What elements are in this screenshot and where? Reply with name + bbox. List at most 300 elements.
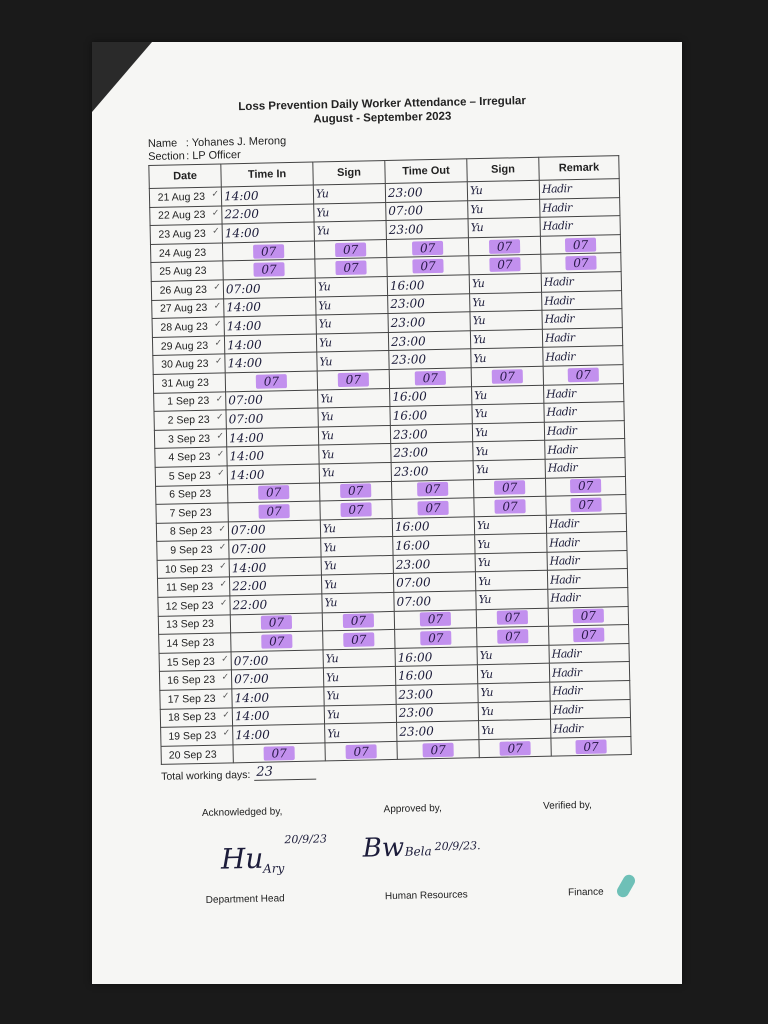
time-in-cell: [223, 259, 315, 280]
time-in-cell: [229, 575, 321, 596]
sign-out-cell: [473, 478, 545, 498]
signature-area: [162, 816, 633, 896]
handwritten-time: 14:00: [234, 708, 270, 724]
day-off-highlight: 07: [335, 261, 367, 276]
verified-label: Verified by,: [542, 800, 592, 813]
time-in-cell: [230, 594, 322, 615]
remark-cell: [545, 439, 625, 459]
handwritten-signature: Yu: [474, 388, 487, 403]
handwritten-time: 23:00: [392, 426, 428, 442]
time-in-cell: [224, 315, 316, 336]
date-cell: [158, 596, 230, 616]
day-off-highlight: 07: [343, 632, 375, 647]
time-in-cell: [228, 501, 320, 522]
handwritten-signature: Yu: [474, 407, 488, 421]
sign-in-cell: [318, 388, 390, 408]
day-off-highlight: 07: [343, 614, 375, 629]
handwritten-time: 14:00: [234, 690, 270, 706]
finance-role: Finance: [567, 887, 604, 899]
handwritten-signature: Yu: [316, 224, 330, 238]
date-text: 22 Aug 23: [157, 209, 206, 223]
time-out-cell: [388, 312, 470, 332]
section-value: : LP Officer: [186, 148, 241, 162]
time-out-cell: [390, 386, 472, 406]
handwritten-signature: Yu: [475, 463, 489, 477]
sign-out-cell: [468, 236, 540, 256]
day-off-highlight: 07: [415, 371, 447, 386]
handwritten-signature: Yu: [472, 295, 485, 310]
time-in-cell: [222, 204, 314, 225]
date-cell: [151, 261, 223, 281]
time-out-cell: [392, 498, 474, 518]
date-text: 17 Sep 23: [167, 692, 216, 706]
remark-cell: [539, 179, 619, 199]
time-out-cell: [386, 200, 468, 220]
handwritten-signature: Hadir: [552, 702, 583, 717]
remark-cell: [547, 550, 627, 570]
handwritten-signature: Hadir: [546, 424, 577, 438]
handwritten-time: 14:00: [224, 225, 260, 241]
handwritten-signature: Yu: [326, 689, 340, 703]
sign-out-cell: [478, 701, 550, 721]
sign-in-cell: [315, 258, 387, 278]
total-value: 23: [254, 764, 316, 781]
checkmark-icon: ✓: [214, 337, 223, 348]
day-off-highlight: 07: [420, 631, 452, 646]
handwritten-signature: Yu: [472, 314, 486, 328]
time-out-cell: [391, 461, 473, 481]
sign-in-cell: [320, 500, 392, 520]
handwritten-time: 16:00: [392, 408, 428, 423]
date-cell: [159, 670, 231, 690]
time-out-cell: [391, 479, 473, 499]
handwritten-time: 23:00: [395, 556, 431, 572]
date-text: 30 Aug 23: [161, 357, 209, 371]
handwritten-time: 14:00: [229, 467, 265, 483]
date-cell: [150, 206, 222, 226]
day-off-highlight: 07: [338, 372, 370, 387]
sign-out-cell: [468, 199, 540, 219]
handwritten-signature: Yu: [317, 280, 331, 294]
sign-in-cell: [319, 444, 391, 464]
handwritten-signature: Yu: [321, 466, 335, 480]
sign-out-cell: [471, 366, 543, 386]
handwritten-time: 23:00: [393, 445, 429, 461]
sign-in-cell: [321, 537, 393, 557]
checkmark-icon: ✓: [219, 560, 227, 571]
date-cell: [154, 391, 226, 411]
sign-out-cell: [471, 348, 543, 368]
handwritten-signature: Hadir: [547, 442, 577, 457]
sign-in-cell: [320, 518, 392, 538]
date-text: 19 Sep 23: [168, 729, 217, 743]
time-in-cell: [233, 724, 325, 745]
handwritten-time: 07:00: [231, 541, 267, 557]
handwritten-time: 23:00: [390, 333, 426, 349]
handwritten-signature: Yu: [318, 299, 331, 313]
handwritten-signature: Hadir: [543, 275, 574, 289]
handwritten-time: 16:00: [394, 519, 430, 535]
handwritten-time: 23:00: [390, 315, 426, 330]
day-off-highlight: 07: [565, 237, 597, 252]
date-cell: [159, 652, 231, 672]
checkmark-icon: ✓: [211, 188, 220, 199]
time-in-cell: [232, 706, 324, 727]
checkmark-icon: ✓: [214, 318, 222, 329]
day-off-highlight: 07: [412, 240, 444, 255]
remark-cell: [543, 365, 623, 385]
day-off-highlight: 07: [565, 256, 597, 271]
remark-cell: [545, 476, 625, 496]
time-in-cell: [229, 538, 321, 559]
folded-corner: [92, 42, 152, 112]
time-in-cell: [224, 297, 316, 318]
name-label: Name: [147, 137, 178, 150]
header-sign-in: Sign: [313, 161, 385, 186]
date-text: 24 Aug 23: [158, 246, 207, 260]
name-value: : Yohanes J. Merong: [185, 135, 287, 150]
checkmark-icon: ✓: [213, 281, 221, 292]
handwritten-signature: Hadir: [545, 349, 576, 364]
handwritten-signature: Yu: [476, 518, 490, 533]
handwritten-signature: Hadir: [544, 331, 575, 345]
handwritten-signature: Yu: [470, 221, 484, 235]
date-cell: [157, 559, 229, 579]
handwritten-time: 14:00: [229, 448, 265, 464]
date-text: 3 Sep 23: [167, 432, 211, 446]
remark-cell: [541, 253, 621, 273]
handwritten-signature: Yu: [481, 723, 494, 737]
header-date: Date: [149, 164, 221, 189]
day-off-highlight: 07: [417, 482, 449, 497]
handwritten-time: 23:00: [398, 686, 434, 702]
handwritten-signature: Yu: [324, 577, 337, 592]
day-off-highlight: 07: [573, 609, 605, 624]
checkmark-icon: ✓: [218, 541, 227, 552]
day-off-highlight: 07: [573, 628, 605, 643]
time-in-cell: [230, 613, 322, 634]
time-out-cell: [391, 442, 473, 462]
handwritten-time: 23:00: [390, 296, 426, 312]
header-time-out: Time Out: [385, 159, 467, 184]
checkmark-icon: ✓: [213, 300, 222, 311]
time-in-cell: [224, 334, 316, 355]
sign-in-cell: [323, 630, 395, 650]
handwritten-signature: Yu: [323, 540, 336, 554]
handwritten-time: 22:00: [232, 578, 267, 594]
remark-cell: [549, 625, 629, 645]
time-out-cell: [393, 554, 475, 574]
total-label: Total working days:: [161, 769, 251, 784]
handwritten-signature: Yu: [325, 652, 339, 666]
date-cell: [150, 224, 222, 244]
handwritten-signature: Yu: [318, 317, 332, 331]
time-out-cell: [390, 423, 472, 443]
remark-cell: [551, 736, 631, 756]
date-text: 12 Sep 23: [165, 599, 214, 613]
date-text: 1 Sep 23: [167, 395, 210, 408]
handwritten-signature: Hadir: [546, 405, 577, 420]
handwritten-signature: Yu: [479, 667, 493, 681]
time-in-cell: [231, 668, 323, 689]
date-text: 20 Sep 23: [168, 748, 217, 762]
handwritten-time: 07:00: [395, 575, 431, 591]
remark-cell: [549, 643, 629, 663]
remark-cell: [540, 216, 620, 236]
day-off-highlight: 07: [420, 612, 452, 627]
handwritten-signature: Hadir: [546, 386, 576, 401]
remark-cell: [551, 718, 631, 738]
remark-cell: [547, 532, 627, 552]
date-text: 5 Sep 23: [168, 469, 211, 483]
handwritten-signature: Hadir: [544, 312, 575, 327]
day-off-highlight: 07: [489, 257, 521, 272]
date-text: 4 Sep 23: [168, 450, 211, 464]
date-cell: [157, 540, 229, 560]
checkmark-icon: ✓: [217, 467, 225, 478]
checkmark-icon: ✓: [221, 690, 230, 701]
handwritten-time: 14:00: [231, 560, 267, 575]
sign-out-cell: [468, 217, 540, 237]
remark-cell: [548, 606, 628, 626]
date-cell: [158, 615, 230, 635]
time-out-cell: [387, 275, 469, 295]
sign-in-cell: [314, 221, 386, 241]
day-off-highlight: 07: [570, 497, 602, 512]
remark-cell: [541, 272, 621, 292]
handwritten-signature: Yu: [318, 336, 332, 350]
remark-cell: [542, 327, 622, 347]
handwritten-signature: Hadir: [542, 201, 572, 215]
time-out-cell: [397, 740, 479, 760]
date-cell: [149, 187, 221, 207]
time-out-cell: [396, 684, 478, 704]
time-in-cell: [229, 557, 321, 578]
handwritten-signature: Hadir: [548, 517, 579, 531]
header-time-in: Time In: [221, 162, 313, 187]
checkmark-icon: ✓: [216, 430, 225, 441]
handwritten-signature: Yu: [326, 708, 340, 722]
handwritten-time: 14:00: [226, 300, 262, 315]
checkmark-icon: ✓: [221, 671, 230, 683]
remark-cell: [546, 495, 626, 515]
sign-in-cell: [324, 704, 396, 724]
time-out-cell: [392, 516, 474, 536]
handwritten-signature: Yu: [320, 410, 334, 424]
date-cell: [156, 503, 228, 523]
date-text: 14 Sep 23: [166, 636, 215, 650]
date-cell: [160, 689, 232, 709]
date-cell: [154, 429, 226, 449]
hr-role: Human Resources: [384, 889, 468, 903]
date-cell: [152, 299, 224, 319]
checkmark-icon: ✓: [219, 597, 228, 608]
handwritten-time: 22:00: [232, 597, 268, 613]
checkmark-icon: ✓: [211, 207, 220, 218]
sign-out-cell: [475, 571, 547, 591]
sign-in-cell: [314, 202, 386, 222]
handwritten-signature: Hadir: [549, 554, 580, 568]
time-out-cell: [395, 647, 477, 667]
checkmark-icon: ✓: [218, 523, 227, 534]
time-in-cell: [231, 631, 323, 652]
remark-cell: [542, 290, 622, 310]
sign-out-cell: [476, 589, 548, 609]
date-cell: [161, 726, 233, 746]
day-off-highlight: 07: [263, 746, 295, 761]
handwritten-time: 16:00: [397, 649, 433, 665]
time-out-cell: [388, 293, 470, 313]
header-sign-out: Sign: [467, 157, 539, 182]
handwritten-time: 07:00: [396, 594, 432, 609]
handwritten-time: 14:00: [226, 318, 262, 334]
sign-out-cell: [479, 719, 551, 739]
handwritten-signature: Yu: [320, 392, 333, 406]
day-off-highlight: 07: [489, 239, 521, 254]
time-out-cell: [393, 572, 475, 592]
sign-out-cell: [474, 496, 546, 516]
handwritten-signature: Yu: [322, 522, 336, 536]
handwritten-time: 14:00: [235, 727, 271, 743]
sign-in-cell: [313, 184, 385, 204]
time-out-cell: [387, 256, 469, 276]
date-cell: [153, 373, 225, 393]
remark-cell: [547, 569, 627, 589]
sign-out-cell: [472, 422, 544, 442]
handwritten-signature: Yu: [470, 202, 483, 217]
handwritten-time: 16:00: [397, 668, 433, 684]
day-off-highlight: 07: [261, 634, 293, 649]
handwritten-time: 14:00: [227, 355, 263, 371]
checkmark-icon: ✓: [222, 727, 231, 738]
sign-out-cell: [470, 292, 542, 312]
sign-in-cell: [316, 295, 388, 315]
remark-cell: [549, 662, 629, 682]
date-cell: [160, 707, 232, 727]
day-off-highlight: 07: [494, 499, 526, 514]
day-off-highlight: 07: [253, 262, 285, 277]
handwritten-signature: Yu: [316, 206, 329, 220]
handwritten-time: 16:00: [389, 277, 425, 293]
handwritten-signature: Hadir: [550, 591, 581, 606]
sign-out-cell: [477, 664, 549, 684]
sign-in-cell: [314, 239, 386, 259]
date-cell: [153, 354, 225, 374]
day-off-highlight: 07: [570, 479, 602, 494]
handwritten-signature: Yu: [471, 277, 485, 291]
remark-cell: [545, 457, 625, 477]
day-off-highlight: 07: [261, 616, 293, 631]
day-off-highlight: 07: [253, 244, 285, 259]
date-cell: [152, 317, 224, 337]
sign-in-cell: [318, 407, 390, 427]
dept-head-role: Department Head: [205, 893, 285, 907]
date-cell: [155, 466, 227, 486]
date-text: 25 Aug 23: [159, 264, 207, 278]
handwritten-signature: Hadir: [552, 684, 583, 698]
date-text: 15 Sep 23: [166, 655, 215, 669]
handwritten-time: 07:00: [228, 392, 264, 408]
time-out-cell: [395, 628, 477, 648]
sign-in-cell: [321, 555, 393, 575]
time-out-cell: [385, 182, 467, 202]
sign-out-cell: [473, 459, 545, 479]
remark-cell: [544, 402, 624, 422]
handwritten-signature: Hadir: [542, 219, 573, 234]
time-in-cell: [222, 222, 314, 243]
date-text: 23 Aug 23: [158, 227, 206, 241]
handwritten-signature: Hadir: [553, 721, 583, 736]
document-page: [92, 42, 682, 984]
checkmark-icon: ✓: [216, 448, 225, 459]
date-text: 9 Sep 23: [170, 543, 213, 557]
remark-cell: [550, 681, 630, 701]
handwritten-time: 23:00: [388, 222, 424, 237]
date-text: 31 Aug 23: [161, 376, 210, 390]
handwritten-time: 23:00: [399, 724, 434, 739]
handwritten-signature: Hadir: [549, 535, 579, 550]
time-in-cell: [227, 445, 319, 466]
handwritten-time: 07:00: [388, 203, 424, 219]
handwritten-time: 14:00: [228, 430, 264, 445]
document-period: August - September 2023: [313, 110, 452, 126]
sign-in-cell: [317, 369, 389, 389]
handwritten-time: 23:00: [391, 352, 427, 368]
time-out-cell: [386, 238, 468, 258]
handwritten-signature: Yu: [319, 354, 332, 369]
section-label: Section: [148, 149, 185, 163]
handwritten-signature: Yu: [469, 184, 483, 198]
handwritten-signature: Yu: [474, 425, 488, 440]
day-off-highlight: 07: [494, 480, 526, 495]
sign-in-cell: [322, 593, 394, 613]
handwritten-signature: Yu: [479, 649, 493, 663]
handwritten-time: 07:00: [233, 671, 269, 687]
remark-cell: [544, 383, 624, 403]
approved-label: Approved by,: [383, 803, 442, 816]
date-text: 10 Sep 23: [164, 562, 213, 576]
handwritten-signature: Yu: [480, 686, 493, 700]
time-out-cell: [388, 331, 470, 351]
handwritten-signature: Hadir: [541, 182, 572, 197]
day-off-highlight: 07: [422, 742, 454, 757]
time-in-cell: [223, 278, 315, 299]
date-cell: [151, 280, 223, 300]
handwritten-signature: Yu: [477, 556, 491, 570]
time-in-cell: [227, 464, 319, 485]
day-off-highlight: 07: [340, 484, 372, 499]
hr-signature-name: Bela: [404, 844, 432, 860]
sign-out-cell: [475, 534, 547, 554]
sign-out-cell: [474, 515, 546, 535]
time-out-cell: [395, 665, 477, 685]
handwritten-time: 23:00: [398, 705, 434, 721]
sign-in-cell: [325, 723, 397, 743]
time-in-cell: [226, 390, 318, 411]
time-in-cell: [226, 408, 318, 429]
checkmark-icon: ✓: [219, 578, 228, 590]
handwritten-signature: Yu: [477, 537, 490, 551]
day-off-highlight: 07: [340, 502, 372, 517]
day-off-highlight: 07: [258, 485, 290, 500]
remark-cell: [546, 513, 626, 533]
sign-in-cell: [324, 685, 396, 705]
sign-in-cell: [325, 741, 397, 761]
time-out-cell: [386, 219, 468, 239]
checkmark-icon: ✓: [215, 411, 224, 422]
day-off-highlight: 07: [492, 369, 524, 384]
date-text: 6 Sep 23: [169, 488, 212, 501]
